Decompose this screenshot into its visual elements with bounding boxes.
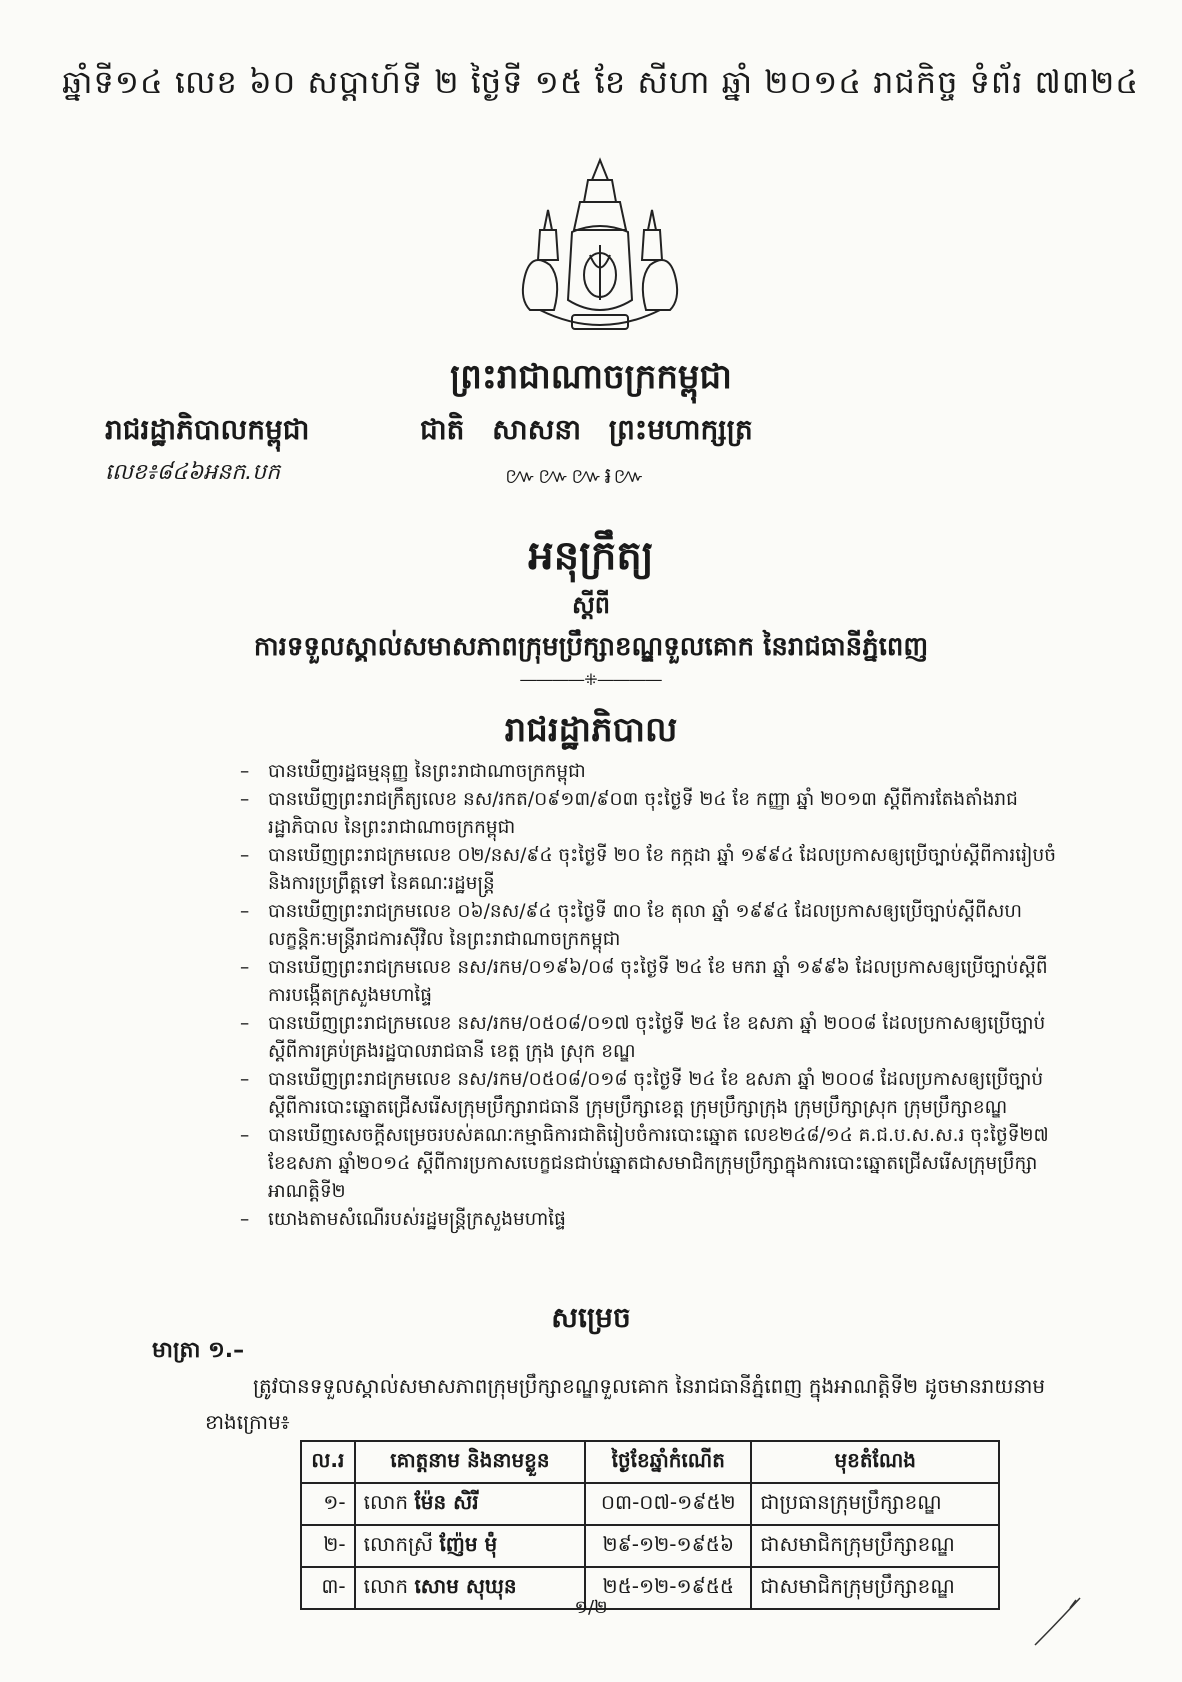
members-table <box>300 1440 1000 1610</box>
recital-item <box>240 786 1060 842</box>
article-text: ត្រូវបានទទួលស្គាល់សមាសភាពក្រុមប្រឹក្សាខណ្ឌទួលគោក នៃរាជធានីភ្នំពេញ ក្នុងអាណត្តិទី២ ដូចមានរាយនាមខាងក្រោម៖ <box>205 1374 1046 1434</box>
recital-dash: – <box>240 789 250 810</box>
member-title: លោក <box>363 1574 409 1598</box>
member-name: ញ៉ែម ម៉ុំ <box>439 1532 498 1556</box>
recital-text: បានឃើញព្រះរាជក្រមលេខ នស/រកម/០១៩៦/០៨ ចុះថ្ងៃទី ២៤ ខែ មករា ឆ្នាំ ១៩៩៦ ដែលប្រកាសឲ្យប្រើច្បាប់ស្តីពីការបង្កើតក្រសួងមហាផ្ទៃ <box>268 957 1048 1006</box>
recital-text: បានឃើញព្រះរាជក្រមលេខ ០២/នស/៩៤ ចុះថ្ងៃទី ២០ ខែ កក្កដា ឆ្នាំ ១៩៩៤ ដែលប្រកាសឲ្យប្រើច្បាប់ស្តីពីការរៀបចំ និងការប្រព្រឹត្តទៅ នៃគណៈរដ្ឋមន្ត្រី <box>268 845 1056 894</box>
recital-dash: – <box>240 1125 250 1146</box>
recital-dash: – <box>240 845 250 866</box>
member-name: សោម សុឃុន <box>414 1574 517 1598</box>
document-about: ស្តីពី <box>571 591 611 619</box>
member-position: ជាសមាជិកក្រុមប្រឹក្សាខណ្ឌ <box>751 1525 999 1567</box>
table-header-row <box>301 1441 999 1483</box>
member-title: លោក <box>363 1490 409 1514</box>
initial-mark-icon <box>1030 1590 1090 1650</box>
document-title: អនុក្រឹត្យ <box>528 533 654 579</box>
recital-item <box>240 758 1060 786</box>
kingdom-heading: ព្រះរាជាណាចក្រកម្ពុជា <box>450 357 732 397</box>
recital-dash: – <box>240 761 250 782</box>
member-position: ជាប្រធានក្រុមប្រឹក្សាខណ្ឌ <box>751 1483 999 1525</box>
recital-text: បានឃើញព្រះរាជក្រមលេខ ០៦/នស/៩៤ ចុះថ្ងៃទី ៣០ ខែ តុលា ឆ្នាំ ១៩៩៤ ដែលប្រកាសឲ្យប្រើច្បាប់ស្តីពីសហលក្ខន្តិកៈមន្ត្រីរាជការស៊ីវិល នៃព្រះរាជាណាចក្រកម្ពុជា <box>268 901 1022 950</box>
member-dob: ២៥-១២-១៩៥៥ <box>585 1567 751 1609</box>
member-position: ជាសមាជិកក្រុមប្រឹក្សាខណ្ឌ <box>751 1567 999 1609</box>
recital-item <box>240 898 1060 954</box>
row-number: ១- <box>301 1483 355 1525</box>
document-subject: ការទទួលស្គាល់សមាសភាពក្រុមប្រឹក្សាខណ្ឌទួលគោក នៃរាជធានីភ្នំពេញ <box>253 632 929 662</box>
recital-item <box>240 1206 1060 1234</box>
member-dob: ២៩-១២-១៩៥៦ <box>585 1525 751 1567</box>
recital-text: បានឃើញព្រះរាជក្រមលេខ នស/រកម/០៥០៨/០១៧ ចុះថ្ងៃទី ២៤ ខែ ឧសភា ឆ្នាំ ២០០៨ ដែលប្រកាសឲ្យប្រើច្បាប់ស្តីពីការគ្រប់គ្រងរដ្ឋបាលរាជធានី ខេត្ត ក្រុង ស្រុក ខណ្ឌ <box>268 1013 1046 1062</box>
row-number: ៣- <box>301 1567 355 1609</box>
recital-item <box>240 1066 1060 1122</box>
reference-number: លេខ៖៨៤៦អនក.បក <box>105 460 281 485</box>
article-heading: មាត្រា ១.– <box>152 1338 245 1363</box>
recital-dash: – <box>240 957 250 978</box>
recital-dash: – <box>240 1013 250 1034</box>
table-row <box>301 1525 999 1567</box>
recital-text: យោងតាមសំណើរបស់រដ្ឋមន្ត្រីក្រសួងមហាផ្ទៃ <box>268 1209 566 1230</box>
royal-coat-of-arms-icon <box>510 150 690 340</box>
national-motto: ជាតិ សាសនា ព្រះមហាក្សត្រ <box>420 413 753 446</box>
decision-heading: សម្រេច <box>551 1301 631 1334</box>
recital-item <box>240 1122 1060 1206</box>
recital-item <box>240 954 1060 1010</box>
member-name-cell <box>355 1525 585 1567</box>
member-name-cell <box>355 1483 585 1525</box>
motto-ornament: ៚៚៚៛៚ <box>505 464 647 489</box>
member-dob: ០៣-០៧-១៩៥២ <box>585 1483 751 1525</box>
recital-item <box>240 1010 1060 1066</box>
recital-dash: – <box>240 1209 250 1230</box>
member-title: លោកស្រី <box>363 1532 434 1556</box>
page-number: ១/២ <box>574 1597 608 1618</box>
issuing-authority: រាជរដ្ឋាភិបាលកម្ពុជា <box>105 413 310 446</box>
recital-text: បានឃើញព្រះរាជក្រឹត្យលេខ នស/រកត/០៩១៣/៩០៣ ចុះថ្ងៃទី ២៤ ខែ កញ្ញា ឆ្នាំ ២០១៣ ស្តីពីការតែងតាំងរាជរដ្ឋាភិបាល នៃព្រះរាជាណាចក្រកម្ពុជា <box>268 789 1018 838</box>
column-header-name: គោត្តនាម និងនាមខ្លួន <box>355 1441 585 1483</box>
table-row <box>301 1483 999 1525</box>
recital-dash: – <box>240 1069 250 1090</box>
column-header-position: មុខតំណែង <box>751 1441 999 1483</box>
row-number: ២- <box>301 1525 355 1567</box>
recital-item <box>240 842 1060 898</box>
recital-dash: – <box>240 901 250 922</box>
title-separator: ――――⁜―――― <box>520 670 662 689</box>
column-header-number: ល.រ <box>301 1441 355 1483</box>
recital-text: បានឃើញរដ្ឋធម្មនុញ្ញ នៃព្រះរាជាណាចក្រកម្ពុជា <box>268 761 586 782</box>
member-name: ម៉ែន សិរី <box>414 1490 479 1514</box>
government-heading: រាជរដ្ឋាភិបាល <box>504 710 678 750</box>
recital-text: បានឃើញសេចក្តីសម្រេចរបស់គណៈកម្មាធិការជាតិរៀបចំការបោះឆ្នោត លេខ២៤៨/១៤ គ.ជ.ប.ស.ស.រ ចុះថ្ងៃទី២៧ ខែឧសភា ឆ្នាំ២០១៤ ស្តីពីការប្រកាសបេក្ខជនជាប់ឆ្នោតជាសមាជិកក្រុមប្រឹក្សាក្នុងការបោះឆ្នោតជ្រើសរើសក្រុមប្រឹក្សា អាណត្តិទី២ <box>268 1125 1049 1202</box>
recital-text: បានឃើញព្រះរាជក្រមលេខ នស/រកម/០៥០៨/០១៨ ចុះថ្ងៃទី ២៤ ខែ ឧសភា ឆ្នាំ ២០០៨ ដែលប្រកាសឲ្យប្រើច្បាប់ស្តីពីការបោះឆ្នោតជ្រើសរើសក្រុមប្រឹក្សារាជធានី ក្រុមប្រឹក្សាខេត្ត ក្រុមប្រឹក្សាក្រុង ក្រុមប្រឹក្សាស្រុក ក្រុមប្រឹក្សាខណ្ឌ <box>268 1069 1044 1118</box>
gazette-header: ឆ្នាំទី១៤ លេខ ៦០ សប្តាហ៍ទី ២ ថ្ងៃទី ១៥ ខែ សីហា ឆ្នាំ ២០១៤ រាជកិច្ច ទំព័រ ៧៣២៤ <box>62 63 1140 101</box>
column-header-dob: ថ្ងៃខែឆ្នាំកំណើត <box>585 1441 751 1483</box>
recitals-list <box>240 758 1060 1234</box>
